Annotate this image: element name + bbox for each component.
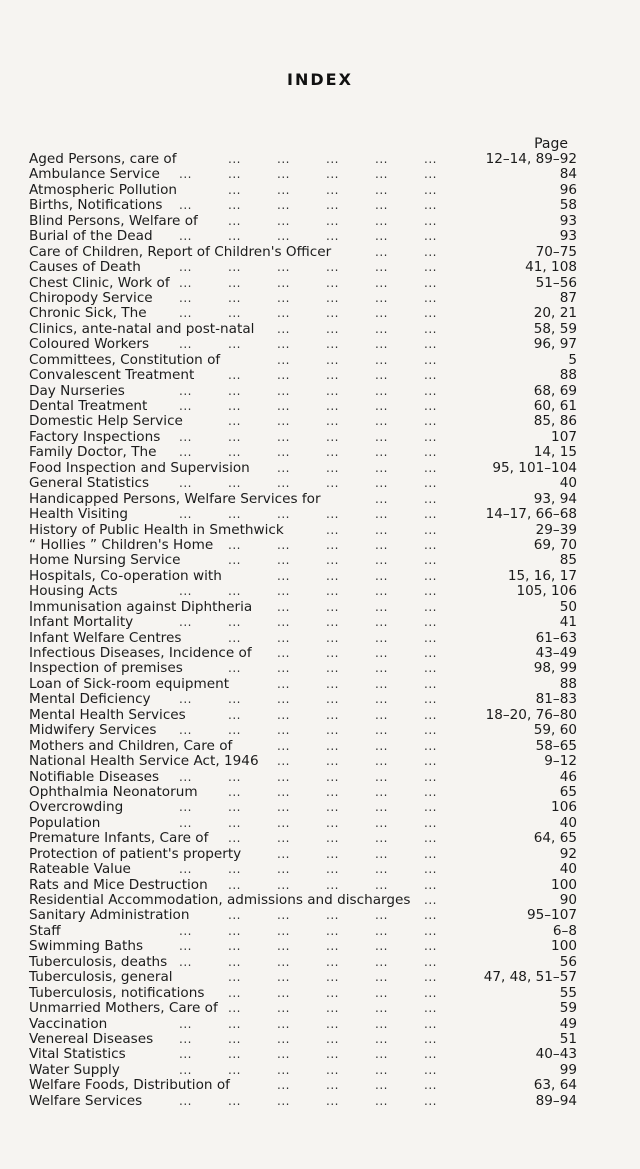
page-column-header: Page (534, 136, 568, 152)
index-entry-label: Ambulance Service (29, 166, 160, 183)
index-entry-label: Coloured Workers (29, 336, 150, 353)
index-entry-page: 85, 86 (533, 413, 577, 430)
index-entry-label: Venereal Diseases (29, 1030, 154, 1047)
index-entry-page: 69, 70 (533, 536, 577, 553)
index-entry: ... ... ... ... Protection of patient's property 92 (29, 845, 577, 862)
index-entry-label: Rateable Value (29, 861, 131, 878)
index-entry-label: Sanitary Administration (29, 907, 190, 924)
index-entry-label: Care of Children, Report of Children's Officer (29, 243, 332, 260)
index-entry-page: 96, 97 (533, 336, 577, 353)
index-entry-label: Infant Mortality (29, 614, 134, 631)
index-entry: ... ... ... ... ... ... Housing Acts 105, 106 (29, 583, 577, 600)
index-entry-page: 5 (568, 351, 577, 368)
index-entry: ... ... ... ... ... Inspection of premises 98, 99 (29, 660, 577, 677)
index-entry: ... ... ... ... ... Infant Welfare Centres 61–63 (29, 629, 577, 646)
index-entry: ... ... ... ... ... ... Notifiable Diseases 46 (29, 768, 577, 785)
index-entry-label: Housing Acts (29, 583, 118, 600)
index-entry-label: Domestic Help Service (29, 413, 183, 430)
index-entry-label: Ophthalmia Neonatorum (29, 783, 198, 800)
index-entry: ... ... ... ... National Health Service Act, 1946 9–12 (29, 753, 577, 770)
index-entry: ... ... ... ... ... ... General Statistics 40 (29, 475, 577, 492)
index-entry-page: 70–75 (535, 243, 577, 260)
index-entry-label: Overcrowding (29, 799, 124, 816)
index-entry: ... ... ... ... ... ... Venereal Diseases 51 (29, 1030, 577, 1047)
index-entry-label: Staff (29, 922, 61, 939)
index-entry-label: General Statistics (29, 475, 150, 492)
index-entry-page: 93 (559, 212, 577, 229)
index-entry: ... ... ... ... ... ... Family Doctor, The 14, 15 (29, 444, 577, 461)
index-entry-page: 107 (551, 428, 577, 445)
index-entries-list (29, 152, 577, 1109)
index-entry: ... ... ... ... ... ... Infant Mortality 41 (29, 614, 577, 631)
index-entry-page: 98, 99 (533, 660, 577, 677)
index-entry: ... ... ... ... ... ... Burial of the Dead 93 (29, 228, 577, 245)
index-entry: ... ... ... ... ... ... Vaccination 49 (29, 1015, 577, 1032)
index-entry-page: 50 (559, 598, 577, 615)
index-entry: ... ... Care of Children, Report of Children's Officer 70–75 (29, 243, 577, 260)
index-entry: ... ... ... ... ... Aged Persons, care of 12–14, 89–92 (29, 151, 577, 167)
index-entry-label: Tuberculosis, general (29, 969, 173, 986)
index-entry-page: 29–39 (535, 521, 577, 538)
index-entry-page: 81–83 (535, 691, 577, 708)
index-entry: ... ... ... ... ... Tuberculosis, general 47, 48, 51–57 (29, 969, 577, 986)
index-entry-page: 93 (559, 228, 577, 245)
index-entry: ... ... ... ... ... ... Rateable Value 40 (29, 861, 577, 878)
index-entry-label: Aged Persons, care of (29, 151, 177, 167)
index-entry-label: Population (29, 814, 101, 831)
index-entry-page: 58–65 (535, 737, 577, 754)
index-entry: ... ... ... ... Committees, Constitution of 5 (29, 351, 577, 368)
index-entry-page: 12–14, 89–92 (485, 151, 577, 167)
index-entry: ... ... ... ... ... ... Vital Statistics 40–43 (29, 1046, 577, 1063)
index-entry-page: 6–8 (552, 922, 577, 939)
index-entry: ... ... ... ... ... ... Dental Treatment 60, 61 (29, 398, 577, 414)
index-entry-label: Welfare Foods, Distribution of (29, 1077, 230, 1094)
index-entry: ... ... ... ... ... ... Mental Deficiency 81–83 (29, 691, 577, 708)
index-entry: ... ... ... ... ... Unmarried Mothers, Care of 59 (29, 1000, 577, 1017)
index-entry-page: 90 (559, 892, 577, 908)
index-entry-page: 61–63 (535, 629, 577, 646)
index-entry-label: Causes of Death (29, 259, 141, 276)
index-entry-page: 105, 106 (516, 583, 577, 600)
index-entry-label: National Health Service Act, 1946 (29, 753, 259, 770)
index-entry: ... ... ... History of Public Health in Smethwick 29–39 (29, 521, 577, 538)
index-entry: ... ... ... ... ... ... Midwifery Services 59, 60 (29, 722, 577, 739)
index-entry-label: Chest Clinic, Work of (29, 274, 170, 291)
index-entry-page: 46 (559, 768, 577, 785)
index-entry: ... ... ... ... Welfare Foods, Distribution of 63, 64 (29, 1077, 577, 1094)
index-entry-page: 100 (551, 876, 577, 893)
index-entry-label: Convalescent Treatment (29, 367, 195, 384)
index-entry: ... ... ... ... ... ... Overcrowding 106 (29, 799, 577, 816)
index-entry-page: 41 (559, 614, 577, 631)
index-entry-label: Tuberculosis, notifications (29, 984, 205, 1001)
index-entry-label: Vital Statistics (29, 1046, 126, 1063)
index-entry-label: Blind Persons, Welfare of (29, 212, 198, 229)
index-entry-page: 95–107 (526, 907, 577, 924)
index-entry: ... ... ... ... ... ... Swimming Baths 100 (29, 938, 577, 955)
index-entry-label: Births, Notifications (29, 197, 163, 214)
index-entry-page: 58, 59 (533, 320, 577, 337)
index-entry-label: Tuberculosis, deaths (29, 953, 168, 970)
index-entry-label: Infant Welfare Centres (29, 629, 182, 646)
index-entry-page: 55 (559, 984, 577, 1001)
index-entry-label: Notifiable Diseases (29, 768, 160, 785)
index-title: INDEX (287, 70, 353, 89)
index-entry-label: Dental Treatment (29, 398, 148, 414)
index-entry-page: 64, 65 (533, 830, 577, 847)
index-entry-page: 40 (559, 475, 577, 492)
index-entry-label: Committees, Constitution of (29, 351, 221, 368)
index-entry-page: 63, 64 (533, 1077, 577, 1094)
index-entry-page: 14–17, 66–68 (485, 506, 577, 523)
index-entry-page: 68, 69 (533, 382, 577, 399)
index-entry: ... ... ... ... ... ... Population 40 (29, 814, 577, 831)
index-entry: ... ... ... ... ... ... Health Visiting 14–17, 66–68 (29, 506, 577, 523)
index-entry: ... ... ... ... Loan of Sick-room equipment 88 (29, 675, 577, 692)
index-entry-page: 20, 21 (533, 305, 577, 322)
index-entry: ... ... ... ... ... ... Causes of Death 41, 108 (29, 259, 577, 276)
index-entry: ... ... ... ... ... “ Hollies ” Children's Home 69, 70 (29, 536, 577, 553)
index-entry: ... ... ... ... ... Rats and Mice Destruction 100 (29, 876, 577, 893)
index-entry-page: 40–43 (535, 1046, 577, 1063)
index-entry: ... ... ... ... ... Tuberculosis, notifications 55 (29, 984, 577, 1001)
index-entry: ... ... ... ... ... Ophthalmia Neonatorum 65 (29, 783, 577, 800)
index-entry: ... ... ... ... ... Atmospheric Pollution 96 (29, 181, 577, 198)
index-entry-label: Handicapped Persons, Welfare Services for (29, 490, 321, 507)
index-entry-page: 87 (559, 289, 577, 306)
index-entry-label: Health Visiting (29, 506, 128, 523)
index-entry-page: 40 (559, 861, 577, 878)
index-entry-label: Mental Health Services (29, 706, 186, 723)
index-entry-label: Immunisation against Diphtheria (29, 598, 253, 615)
index-entry-page: 41, 108 (525, 259, 577, 276)
index-entry-label: “ Hollies ” Children's Home (29, 536, 214, 553)
index-entry-label: Unmarried Mothers, Care of (29, 1000, 218, 1017)
index-entry-page: 9–12 (544, 753, 577, 770)
index-entry-page: 51 (559, 1030, 577, 1047)
index-entry: ... ... ... ... ... ... Ambulance Service 84 (29, 166, 577, 183)
index-entry-label: Family Doctor, The (29, 444, 157, 461)
index-entry-page: 59, 60 (533, 722, 577, 739)
index-entry-page: 60, 61 (533, 398, 577, 414)
index-entry-page: 85 (559, 552, 577, 569)
index-entry-page: 93, 94 (533, 490, 577, 507)
index-entry-page: 43–49 (535, 645, 577, 661)
index-entry-page: 89–94 (535, 1092, 577, 1109)
index-entry-page: 15, 16, 17 (507, 567, 577, 584)
index-entry-label: Chiropody Service (29, 289, 153, 306)
index-entry-label: Inspection of premises (29, 660, 183, 677)
index-entry-label: Premature Infants, Care of (29, 830, 209, 847)
index-entry-page: 95, 101–104 (492, 459, 577, 476)
index-entry-page: 14, 15 (533, 444, 577, 461)
index-entry-label: Factory Inspections (29, 428, 161, 445)
index-entry-page: 51–56 (535, 274, 577, 291)
index-entry-page: 18–20, 76–80 (485, 706, 577, 723)
index-entry-label: Food Inspection and Supervision (29, 459, 250, 476)
index-entry-page: 99 (559, 1061, 577, 1078)
index-entry-page: 96 (559, 181, 577, 198)
index-entry-page: 47, 48, 51–57 (483, 969, 577, 986)
index-entry: ... Residential Accommodation, admissions and discharges 90 (29, 892, 577, 908)
index-entry-label: Vaccination (29, 1015, 108, 1032)
index-entry: ... ... ... ... ... ... Welfare Services 89–94 (29, 1092, 577, 1109)
index-entry-label: Protection of patient's property (29, 845, 242, 862)
index-entry-label: Midwifery Services (29, 722, 157, 739)
index-entry: ... ... ... ... ... Premature Infants, Care of 64, 65 (29, 830, 577, 847)
index-entry-page: 56 (559, 953, 577, 970)
index-entry: ... ... ... ... ... ... Water Supply 99 (29, 1061, 577, 1078)
index-entry-label: Burial of the Dead (29, 228, 153, 245)
index-entry-page: 92 (559, 845, 577, 862)
index-entry-page: 40 (559, 814, 577, 831)
index-entry: ... ... ... ... ... ... Chest Clinic, Work of 51–56 (29, 274, 577, 291)
index-entry: ... ... ... ... ... ... Births, Notifications 58 (29, 197, 577, 214)
index-entry: ... ... ... ... ... ... Coloured Workers 96, 97 (29, 336, 577, 353)
index-entry: ... ... ... ... ... Sanitary Administration 95–107 (29, 907, 577, 924)
index-entry-label: Water Supply (29, 1061, 120, 1078)
index-entry: ... ... ... ... ... ... Staff 6–8 (29, 922, 577, 939)
index-entry-page: 106 (551, 799, 577, 816)
index-entry-page: 84 (559, 166, 577, 183)
index-entry: ... ... ... ... Mothers and Children, Care of 58–65 (29, 737, 577, 754)
index-entry: ... ... ... ... Hospitals, Co-operation with 15, 16, 17 (29, 567, 577, 584)
index-entry: ... ... ... ... ... Domestic Help Service 85, 86 (29, 413, 577, 430)
index-entry-label: Loan of Sick-room equipment (29, 675, 230, 692)
index-entry: ... ... ... ... Immunisation against Diphtheria 50 (29, 598, 577, 615)
index-entry: ... ... ... ... ... Home Nursing Service 85 (29, 552, 577, 569)
index-entry-label: Hospitals, Co-operation with (29, 567, 222, 584)
index-entry: ... ... ... ... Infectious Diseases, Incidence of 43–49 (29, 645, 577, 661)
index-entry-label: Home Nursing Service (29, 552, 181, 569)
index-entry-label: Chronic Sick, The (29, 305, 147, 322)
index-entry-page: 49 (559, 1015, 577, 1032)
index-entry: ... ... ... ... ... ... Chronic Sick, The 20, 21 (29, 305, 577, 322)
index-entry-page: 88 (559, 675, 577, 692)
index-entry-label: Welfare Services (29, 1092, 143, 1109)
index-entry-label: Clinics, ante-natal and post-natal (29, 320, 255, 337)
index-entry-label: Residential Accommodation, admissions and discharges (29, 892, 411, 908)
index-entry-label: Atmospheric Pollution (29, 181, 178, 198)
index-entry-page: 88 (559, 367, 577, 384)
index-entry: ... ... ... ... ... ... Day Nurseries 68, 69 (29, 382, 577, 399)
index-entry-label: Day Nurseries (29, 382, 125, 399)
index-entry-label: Mental Deficiency (29, 691, 151, 708)
index-entry-page: 100 (551, 938, 577, 955)
index-entry-page: 59 (559, 1000, 577, 1017)
index-entry: ... ... ... ... Clinics, ante-natal and post-natal 58, 59 (29, 320, 577, 337)
index-entry: ... ... Handicapped Persons, Welfare Services for 93, 94 (29, 490, 577, 507)
index-entry-label: Swimming Baths (29, 938, 144, 955)
index-entry: ... ... ... ... ... Mental Health Services 18–20, 76–80 (29, 706, 577, 723)
index-entry-label: Rats and Mice Destruction (29, 876, 208, 893)
index-entry: ... ... ... ... Food Inspection and Supervision 95, 101–104 (29, 459, 577, 476)
index-entry: ... ... ... ... ... ... Chiropody Service 87 (29, 289, 577, 306)
index-entry-label: Infectious Diseases, Incidence of (29, 645, 252, 661)
index-entry: ... ... ... ... ... Convalescent Treatment 88 (29, 367, 577, 384)
index-entry: ... ... ... ... ... Blind Persons, Welfare of 93 (29, 212, 577, 229)
index-entry-label: History of Public Health in Smethwick (29, 521, 284, 538)
index-entry-page: 65 (559, 783, 577, 800)
index-entry-label: Mothers and Children, Care of (29, 737, 233, 754)
index-entry: ... ... ... ... ... ... Tuberculosis, deaths 56 (29, 953, 577, 970)
index-entry: ... ... ... ... ... ... Factory Inspections 107 (29, 428, 577, 445)
index-entry-page: 58 (559, 197, 577, 214)
